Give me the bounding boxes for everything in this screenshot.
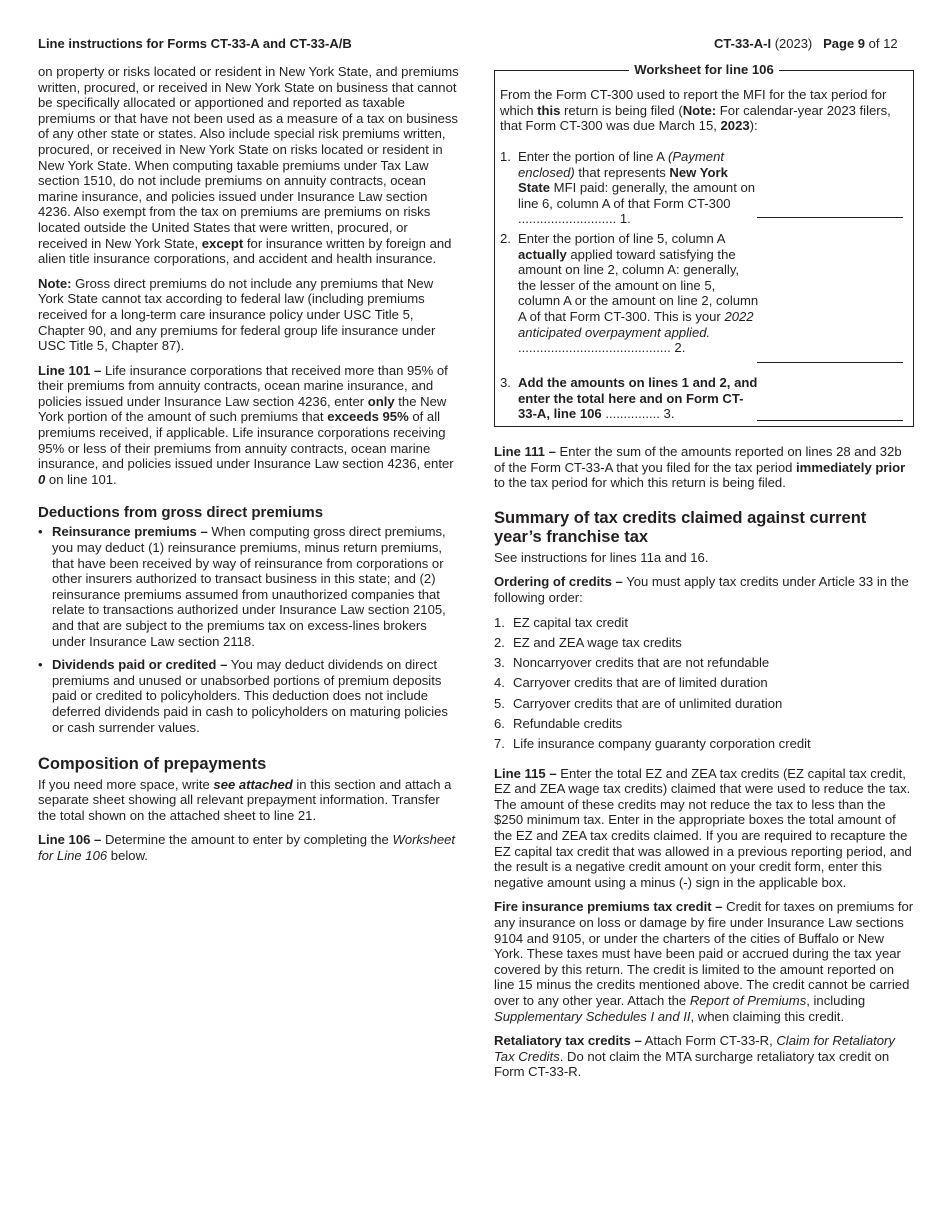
- worksheet-line-2-field[interactable]: [757, 348, 903, 363]
- credit-item: 2. EZ and ZEA wage tax credits: [494, 634, 682, 650]
- left-column: [38, 64, 460, 873]
- credit-item: 3. Noncarryover credits that are not refundable: [494, 655, 770, 671]
- credit-item: 5. Carryover credits that are of unlimited duration: [494, 695, 783, 711]
- worksheet-item-3: 3. Add the amounts on lines 1 and 2, and enter the total here and on Form CT-33-A, line 106 ............... 3.: [500, 375, 758, 422]
- deductions-heading: Deductions from gross direct premiums: [38, 504, 324, 522]
- credit-item: 7. Life insurance company guaranty corporation credit: [494, 736, 811, 752]
- page-label: Page 9: [823, 36, 866, 51]
- line-106-paragraph: Line 106 – Determine the amount to enter by completing the Worksheet for Line 106 below.: [38, 832, 456, 864]
- worksheet-line-3-field[interactable]: [757, 406, 903, 421]
- worksheet-item-2: 2. Enter the portion of line 5, column A actually applied toward satisfying the amount on line 2, column A: generally, the lesser of the amount on line 5, column A or the amount on line 2, column A of that Form CT-300. This is your 2022 anticipated overpayment applied. .......................................... 2.: [500, 231, 759, 356]
- retaliatory-paragraph: Retaliatory tax credits – Attach Form CT-33-R, Claim for Retaliatory Tax Credits. Do not claim the MTA surcharge retaliatory tax credit on Form CT-33-R.: [494, 1033, 895, 1080]
- right-column: [494, 64, 914, 1089]
- credit-item: 6. Refundable credits: [494, 716, 623, 732]
- summary-sub: See instructions for lines 11a and 16.: [494, 549, 709, 565]
- fire-insurance-paragraph: Fire insurance premiums tax credit – Credit for taxes on premiums for any insurance on loss or damage by fire under Insurance Law sections 9104 and 9105, or under the charters of the cities of Buffalo or New York. These taxes must have been paid or accrued during the tax year covered by this return. The credit is limited to the amount reported on line 15 minus the credits mentioned above. The credit cannot be carried over to any other year. Attach the Report of Premiums, including Supplementary Schedules I and II, when claiming this credit.: [494, 899, 914, 1024]
- premiums-continued-paragraph: on property or risks located or resident in New York State, and premiums written, procured, or received in New York State on business that cannot be specifically allocated or apportioned and reported as taxable premiums or that have not been used as a measure of a tax on business of any other state or states. Also include special risk premiums written, procured, or received in New York State on risks located or resident in New York State. When computing taxable premiums under Tax Law section 1510, do not include premiums on annuity contracts, ocean marine insurance, and policies issued under Insurance Law section 4236. Also exempt from the tax on premiums are premiums on risks located outside the United States that were written, procured, or received in New York State, except for insurance written by foreign and alien title insurance corporations, and accident and health insurance.: [38, 64, 459, 267]
- deductions-list: [38, 524, 460, 735]
- summary-credits-heading: Summary of tax credits claimed against current year’s franchise tax: [494, 508, 867, 547]
- worksheet-line-106: [494, 62, 914, 427]
- worksheet-intro: From the Form CT-300 used to report the MFI for the tax period for which this return is being filed (Note: For calendar-year 2023 filers, that Form CT-300 was due March 15, 2023):: [500, 87, 891, 134]
- bullet-reinsurance-premiums: • Reinsurance premiums – When computing gross direct premiums, you may deduct (1) reinsurance premiums, minus return premiums, that have been received by way of reinsurance from corporations or other insurers authorized to transact business in this state; and (2) reinsurance premiums assumed from unauthorized companies that relate to transactions authorized under Insurance Law section 2105, and that are subject to the premiums tax on excess-lines brokers under Insurance Law section 2118.: [38, 524, 460, 649]
- credit-item: 4. Carryover credits that are of limited duration: [494, 675, 768, 691]
- worksheet-title: Worksheet for line 106: [495, 62, 913, 78]
- bullet-dividends: • Dividends paid or credited – You may deduct dividends on direct premiums and unused or unabsorbed portions of premium deposits paid or credited to policyholders. This deduction does not include deferred dividends paid in cash to policyholders on maturing policies or cash surrender values.: [38, 657, 460, 735]
- line-111-paragraph: Line 111 – Enter the sum of the amounts reported on lines 28 and 32b of the Form CT-33-A that you filed for the tax period immediately prior to the tax period for which this return is being filed.: [494, 444, 906, 491]
- line-101-paragraph: Line 101 – Life insurance corporations that received more than 95% of their premiums from annuity contracts, ocean marine insurance, and policies issued under Insurance Law section 4236, enter only the New York portion of the amount of such premiums that exceeds 95% of all premiums received, if applicable. Life insurance corporations receiving 95% or less of their premiums from annuity contracts, ocean marine insurance, and policies issued under Insurance Law section 4236, enter 0 on line 101.: [38, 362, 454, 487]
- prepayments-paragraph: If you need more space, write see attached in this section and attach a separate sheet showing all relevant prepayment information. Transfer the total shown on the attached sheet to line 21.: [38, 776, 452, 823]
- prepayments-heading: Composition of prepayments: [38, 755, 267, 774]
- running-header: Line instructions for Forms CT-33-A and CT-33-A/B: [38, 36, 352, 51]
- note-paragraph: Note: Gross direct premiums do not include any premiums that New York State cannot tax according to federal law (including premiums received for a long-term care insurance policy under USC Title 5, Chapter 90, and any premiums for federal group life insurance under USC Title 5, Chapter 87).: [38, 275, 436, 354]
- worksheet-line-1-field[interactable]: [757, 203, 903, 218]
- page-of: of 12: [868, 36, 898, 51]
- form-id: CT-33-A-I: [714, 36, 772, 51]
- credits-order-list: [494, 615, 914, 757]
- page-number-block: [714, 36, 898, 52]
- line-115-paragraph: Line 115 – Enter the total EZ and ZEA tax credits (EZ capital tax credit, EZ and ZEA wage tax credits) claimed that were used to reduce the tax. The amount of these credits may not reduce the tax to less than the $250 minimum tax. Enter in the appropriate boxes the total amount of the EZ and ZEA tax credits claimed. If you are required to recapture the EZ capital tax credit that was allowed in a previous reporting period, and the result is a negative credit amount on your credit form, enter this negative amount using a minus (-) sign in the applicable box.: [494, 765, 912, 890]
- credit-item: 1. EZ capital tax credit: [494, 614, 628, 630]
- form-year: (2023): [774, 36, 813, 51]
- worksheet-item-1: 1. Enter the portion of line A (Payment enclosed) that represents New York State MFI paid: generally, the amount on line 6, column A of that Form CT-300 ........................... 1.: [500, 149, 756, 227]
- ordering-credits-paragraph: Ordering of credits – You must apply tax credits under Article 33 in the following order:: [494, 574, 909, 605]
